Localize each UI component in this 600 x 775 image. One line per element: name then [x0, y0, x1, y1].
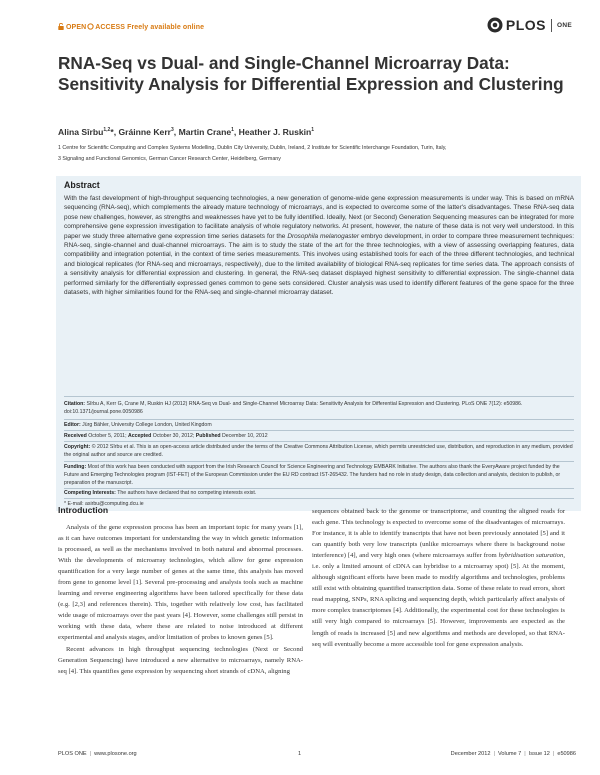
footer-date: December 2012 — [450, 751, 491, 757]
competing-interests — [64, 489, 574, 497]
paragraph-text: sequences obtained back to the genome or transcriptome, and counting the aligned reads for each gene. This technology is expected to overcome some of the disadvantages of microarrays. For instance, it is able to identify transcripts that have not been previously annotated [5] and it can quantify both very low transcripts (unlike microarrays where there is background noise interference) [4], and very high ones (where microarrays suffer from — [312, 508, 565, 560]
affiliations — [58, 143, 588, 164]
abstract-text-part: With the fast development of high-throughput sequencing technologies, a new generation of genome-wide gene expression measurements is under way. This is based on mRNA sequencing (RNA-seq), which complements the already mature technology of microarrays, and is expected to overcome some of the latter's disadvantages. These RNA-seq data pose new challenges, however, as strengths and weaknesses have yet to be fully identified. Ideally, Next (or Second) Generation Sequencing measures can be integrated for more comprehensive gene expression investigation to facilitate analysis of whole regulatory networks. At present, however, the nature of these data is not very well understood. In this paper we study three alternative gene expression time series datasets for the — [64, 195, 574, 240]
divider — [64, 461, 574, 462]
paragraph-text: , i.e. only a limited amount of cDNA can hybridise to a microarray spot) [5]. At the moment, although significant efforts have been made to modify algorithms and technologies, problems still exist with obtaining quantified transcription data. Some of these relate to read errors, short read mapping, SNPs, RNA splicing and sequencing depth, which particularly affect analysis of more complex transcriptomes [4]. Additionally, the experimental cost for these technologies is still very high compared to microarrays [5]. However, improvements are expected as the length of reads is increased [5] and new algorithms and methods are developed, so that RNA-seq will eventually become a more accessible tool for gene expression analysis. — [312, 552, 565, 648]
corresponding-mark: * — [110, 127, 114, 137]
divider — [64, 498, 574, 499]
published-label: Published — [195, 433, 221, 439]
competing-label: Competing Interests: — [64, 490, 116, 496]
journal-brand: PLOS — [505, 17, 546, 33]
paragraph: Recent advances in high throughput sequencing technologies (Next or Second Generation Sequencing) have introduced a new alternative to microarrays, namely RNA-seq [4]. This quantifies gene expression by sequencing short strands of cDNA, aligning — [58, 645, 303, 675]
email: * E-mail: asirbu@computing.dcu.ie — [64, 501, 144, 507]
author-name: Heather J. Ruskin — [238, 127, 312, 137]
abstract-text — [64, 194, 574, 297]
author-name: Alina Sîrbu — [58, 127, 104, 137]
author-name: Martin Crane — [178, 127, 232, 137]
footer-issue-number: Issue 12 — [528, 751, 550, 757]
citation — [64, 400, 574, 416]
author-name: Gráinne Kerr — [118, 127, 172, 137]
accepted-label: Accepted — [127, 433, 152, 439]
journal-logo — [487, 17, 572, 33]
citation-text: Sîrbu A, Kerr G, Crane M, Ruskin HJ (2012) RNA-Seq vs Dual- and Single-Channel Microarray Data: Sensitivity Analysis for Differential Expression and Clustering. PLoS ONE 7(12): e50986. doi:10.1371/journal.pone.0050986 — [64, 401, 523, 415]
footer-journal-name: PLOS ONE — [58, 751, 87, 757]
plos-logo-icon — [487, 17, 503, 33]
author-affiliation: 1 — [311, 127, 315, 134]
footer-volume: Volume 7 — [497, 751, 522, 757]
accepted-date: October 30, 2012; — [152, 433, 195, 439]
abstract-text-part: embryo development, in order to compare three measurement techniques: RNA-seq, single-channel and dual-channel microarrays. The aim is to study the state of the art for the three technologies, with a view of assessing overlapping features, data compatibility and integration potential, in the context of time series measurements. This involves using established tools for each of the three different technologies, and technical and biological replicates (for RNA-seq and microarrays, respectively), due to the limited availability of biological RNA-seq replicates for time series data. The approach consists of a sensitivity analysis for differential expression and clustering. In general, the RNA-seq dataset displayed highest sensitivity to differential expression. The single-channel data performed similarly for the differentially expressed genes common to gene sets considered. Cluster analysis was used to identify different features of the gene space for the three datasets, with higher similarities found for the RNA-seq and single-channel microarray dataset. — [64, 232, 575, 297]
open-lock-icon — [58, 23, 64, 30]
received-label: Received — [64, 433, 87, 439]
divider — [64, 441, 574, 442]
funding-text: Most of this work has been conducted with support from the Irish Research Council for Science Engineering and Technology EMBARK Initiative. The authors also thank the EveryAware project funded by the Future and Emerging Technologies program (IST-FET) of the European Commission under the EU RD contract IST-265432. The funders had no role in study design, data collection and analysis, decision to publish, or preparation of the manuscript. — [64, 464, 561, 486]
funding — [64, 463, 574, 487]
body-column-right — [312, 506, 565, 650]
divider — [64, 430, 574, 431]
article-title: RNA-Seq vs Dual- and Single-Channel Microarray Data: Sensitivity Analysis for Differential Expression and Clustering — [58, 53, 564, 94]
footer-url[interactable]: www.plosone.org — [94, 751, 137, 757]
received-date: October 5, 2011; — [88, 433, 127, 439]
published-date: December 10, 2012 — [222, 433, 268, 439]
body-column-left — [58, 522, 303, 677]
paragraph: Analysis of the gene expression process has been an important topic for many years [1], as it can have outcomes important for understanding the way in which genetic information is processed, as well as the mechanisms involved in both natural and abnormal processes. With the developments of microarray technologies, which allow for gene expression quantification for a very large number of genes at the same time, this analysis has moved from gene to genome level [1]. Several pre-processing and analysis tools such as machine learning and reverse engineering algorithms have been tailored specifically for these data (e.g. [2,3] and references therein). This, together with relatively low cost, has facilitated wide usage of microarrays over the past years [4]. However, some challenges still persist in working with these data, where these are related to noise introduced at different experimental and analysis stages, and/or limitation of probes to known genes [5]. — [58, 524, 303, 642]
open-label: OPEN — [66, 24, 87, 31]
competing-text: The authors have declared that no competing interests exist. — [117, 490, 257, 496]
affiliation-line: 3 Signaling and Functional Genomics, German Cancer Research Center, Heidelberg, Germany — [58, 155, 281, 162]
footer-article-id: e50986 — [557, 751, 576, 757]
section-heading: Introduction — [58, 505, 109, 515]
divider — [64, 419, 574, 420]
page-number: 1 — [298, 751, 302, 757]
access-label: ACCESS — [95, 24, 126, 31]
citation-label: Citation: — [64, 401, 86, 407]
species-name: Drosophila melanogaster — [287, 232, 360, 240]
author-affiliation: 1,2 — [103, 127, 111, 134]
editor-label: Editor: — [64, 422, 81, 428]
page-footer — [58, 751, 576, 761]
affiliation-line: 1 Centre for Scientific Computing and Complex Systems Modelling, Dublin City University, Dublin, Ireland, 2 Institute for Scientific Interchange Foundation, Turin, Italy, — [58, 145, 447, 151]
footer-journal: PLOS ONE | www.plosone.org — [58, 751, 137, 757]
freely-available-label: Freely available online — [127, 24, 205, 31]
paragraph — [312, 506, 565, 650]
italic-term: hybridisation saturation — [498, 552, 564, 560]
funding-label: Funding: — [64, 464, 87, 470]
copyright-label: Copyright: — [64, 444, 91, 450]
author-affiliation: 1 — [231, 127, 234, 134]
editor — [64, 421, 574, 429]
author-affiliation: 3 — [171, 127, 174, 134]
editor-text: Jürg Bähler, University College London, United Kingdom — [82, 422, 212, 428]
logo-divider — [551, 19, 552, 32]
open-access-logo-icon — [87, 23, 94, 30]
divider — [64, 396, 574, 397]
abstract-heading: Abstract — [64, 180, 100, 190]
footer-issue: December 2012 | Volume 7 | Issue 12 | e50986 — [450, 751, 576, 757]
author-list: Alina Sîrbu$^{1,2}$*, Gráinne Kerr$^3$, Martin Crane$^1$, Heather J. Ruskin$^1$ — [58, 127, 315, 137]
open-access-banner — [58, 23, 204, 31]
journal-sub-brand: ONE — [557, 21, 572, 29]
copyright-text: © 2012 Sîrbu et al. This is an open-access article distributed under the terms of the Creative Commons Attribution License, which permits unrestricted use, distribution, and reproduction in any medium, provided the original author and source are credited. — [64, 444, 573, 458]
dates — [64, 432, 574, 440]
copyright — [64, 443, 574, 459]
